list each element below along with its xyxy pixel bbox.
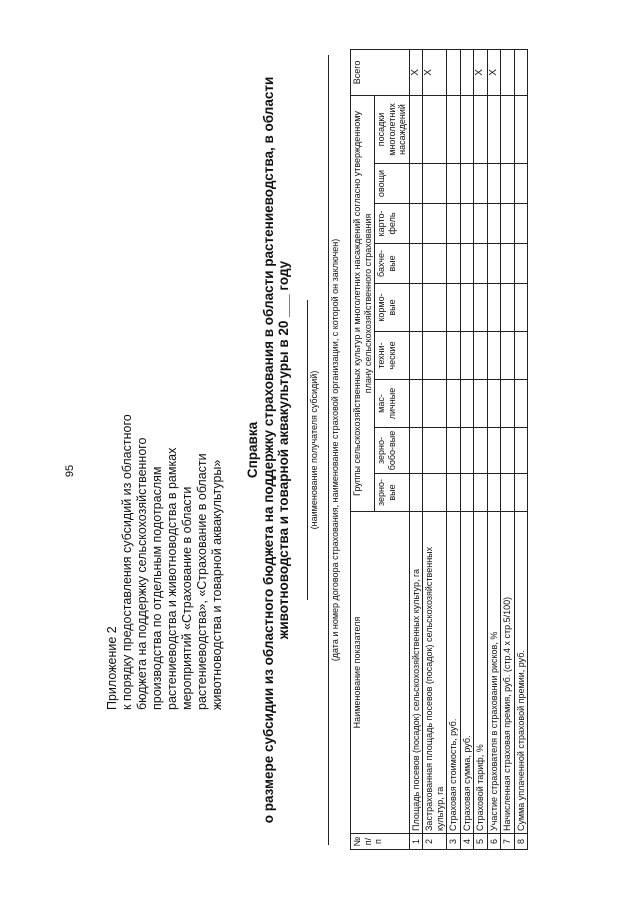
cell [460, 164, 474, 204]
cell [460, 244, 474, 284]
appendix-line: животноводства и товарной аквакультуры» [210, 459, 224, 710]
title-line-2: животноводства и товарной аквакультуры в 20 ___ году [276, 260, 291, 640]
cell [487, 380, 501, 428]
cell [447, 204, 461, 244]
cell [514, 474, 528, 512]
cell [514, 204, 528, 244]
row-total: X [474, 49, 488, 95]
cell [460, 284, 474, 332]
cell [460, 428, 474, 474]
cell [487, 284, 501, 332]
cell [409, 284, 423, 332]
row-total [501, 49, 515, 95]
cell [501, 474, 515, 512]
cell [487, 428, 501, 474]
table-row [474, 49, 488, 849]
cell [474, 428, 488, 474]
row-total: X [423, 49, 447, 95]
title-line-1: о размере субсидии из областного бюджета на поддержку страхования в области растениеводства, в области [260, 76, 276, 824]
cell [447, 428, 461, 474]
row-indicator: Страховая сумма, руб. [460, 512, 474, 834]
cell [501, 204, 515, 244]
appendix-line: растениеводства и животноводства в рамках [165, 447, 179, 710]
appendix-line: Приложение 2 [105, 626, 119, 710]
appendix-line: бюджета на поддержку сельскохозяйственного [135, 437, 149, 710]
row-number: 4 [460, 834, 474, 850]
header-indicator: Наименование показателя [351, 512, 410, 834]
cell [423, 164, 447, 204]
cell [474, 332, 488, 380]
cell [447, 380, 461, 428]
cell [514, 164, 528, 204]
cell [474, 284, 488, 332]
cell [423, 95, 447, 163]
header-groups: Группы сельскохозяйственных культур и многолетних насаждений согласно утвержденному плану сельскохозяйственного страхования [351, 95, 375, 511]
row-indicator: Застрахованная площадь посевов (посадок) сельскохозяйственных культур, га [423, 512, 447, 834]
cell [447, 164, 461, 204]
row-number: 2 [423, 834, 447, 850]
appendix-line: растениеводства», «Страхование в области [195, 453, 209, 710]
cell [447, 95, 461, 163]
row-number: 3 [447, 834, 461, 850]
cell [514, 284, 528, 332]
cell [423, 332, 447, 380]
row-total [514, 49, 528, 95]
cell [423, 244, 447, 284]
page-number: 95 [64, 464, 76, 478]
cell [423, 380, 447, 428]
cell [460, 380, 474, 428]
table-row [514, 49, 528, 849]
table-row [501, 49, 515, 849]
row-number: 6 [487, 834, 501, 850]
cell [460, 332, 474, 380]
row-indicator: Площадь посевов (посадок) сельскохозяйственных культур, га [409, 512, 423, 834]
group-header: зерно-бобо-вые [375, 428, 410, 474]
cell [447, 332, 461, 380]
cell [474, 244, 488, 284]
header-total: Всего [351, 49, 410, 95]
cell [409, 204, 423, 244]
cell [409, 164, 423, 204]
cell [501, 332, 515, 380]
cell [409, 380, 423, 428]
title-heading: Справка [245, 421, 260, 479]
appendix-line: производства по отдельным подотраслям [150, 466, 164, 710]
cell [501, 244, 515, 284]
row-indicator: Начисленная страховая премия, руб. (стр.4 х стр.5/100) [501, 512, 515, 834]
header-number: № п/п [351, 834, 410, 850]
cell [501, 428, 515, 474]
cell [474, 164, 488, 204]
cell [409, 332, 423, 380]
cell [423, 428, 447, 474]
table-row [409, 49, 423, 849]
cell [474, 204, 488, 244]
cell [460, 204, 474, 244]
cell [501, 164, 515, 204]
cell [460, 474, 474, 512]
row-number: 7 [501, 834, 515, 850]
cell [447, 284, 461, 332]
table-row [487, 49, 501, 849]
cell [447, 244, 461, 284]
indicator-table [350, 49, 528, 850]
row-total: X [409, 49, 423, 95]
row-total: X [487, 49, 501, 95]
cell [514, 332, 528, 380]
contract-line [328, 55, 329, 845]
cell [501, 380, 515, 428]
cell [487, 332, 501, 380]
cell [514, 428, 528, 474]
row-indicator: Сумма уплаченной страховой премии, руб. [514, 512, 528, 834]
cell [501, 95, 515, 163]
cell [460, 95, 474, 163]
cell [409, 95, 423, 163]
cell [487, 474, 501, 512]
row-number: 1 [409, 834, 423, 850]
cell [487, 95, 501, 163]
cell [474, 380, 488, 428]
appendix-line: мероприятий «Страхование в области [180, 486, 194, 710]
group-header: карто-фель [375, 204, 410, 244]
cell [447, 474, 461, 512]
group-header: посадки многолетних насаждений [375, 95, 410, 163]
group-header: кормо-вые [375, 284, 410, 332]
appendix-note [105, 250, 225, 710]
cell [487, 244, 501, 284]
cell [409, 474, 423, 512]
cell [423, 284, 447, 332]
cell [487, 164, 501, 204]
cell [474, 95, 488, 163]
row-indicator: Участие страхователя в страховании рисков, % [487, 512, 501, 834]
row-total [447, 49, 461, 95]
cell [501, 284, 515, 332]
cell [474, 474, 488, 512]
row-indicator: Страховой тариф, % [474, 512, 488, 834]
recipient-caption: (наименование получателя субсидий) [309, 370, 319, 530]
group-header: бахче-вые [375, 244, 410, 284]
row-total [460, 49, 474, 95]
cell [409, 244, 423, 284]
recipient-line [307, 300, 308, 600]
cell [514, 380, 528, 428]
cell [409, 428, 423, 474]
row-indicator: Страховая стоимость, руб. [447, 512, 461, 834]
group-header: зерно-вые [375, 474, 410, 512]
contract-caption: (дата и номер договора страхования, наименование страховой организации, с которой он заключен) [330, 238, 340, 662]
group-header: техни-ческие [375, 332, 410, 380]
group-header: овощи [375, 164, 410, 204]
row-number: 5 [474, 834, 488, 850]
appendix-line: к порядку предоставления субсидий из областного [120, 414, 134, 710]
table-row [423, 49, 447, 849]
document-title [245, 55, 292, 845]
table-row [460, 49, 474, 849]
cell [514, 244, 528, 284]
table-row [447, 49, 461, 849]
cell [423, 474, 447, 512]
cell [487, 204, 501, 244]
group-header: мас-личные [375, 380, 410, 428]
cell [423, 204, 447, 244]
row-number: 8 [514, 834, 528, 850]
cell [514, 95, 528, 163]
